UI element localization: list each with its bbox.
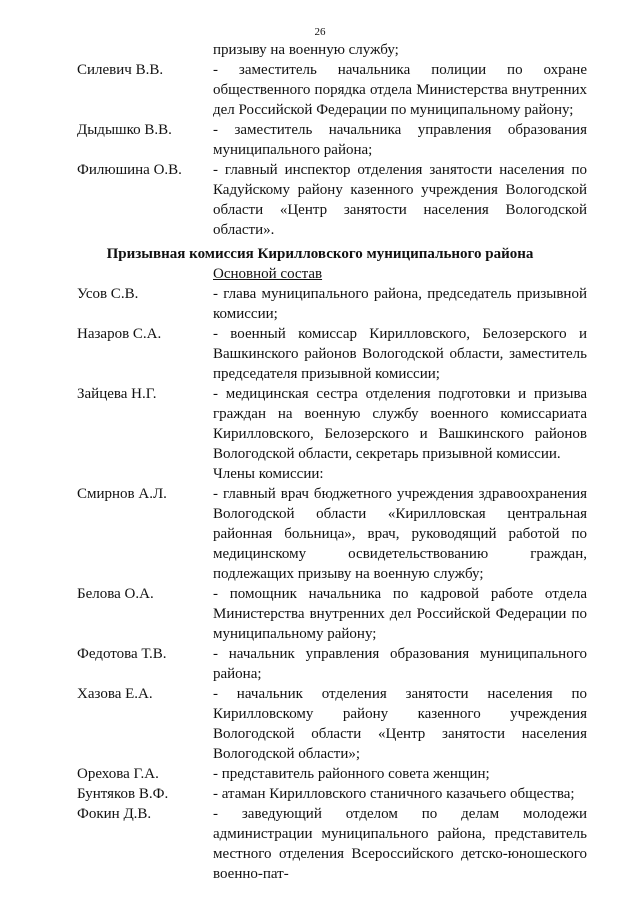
- list-item: [0, 484, 640, 584]
- members-label: Члены комиссии:: [213, 466, 324, 482]
- entries-top: [0, 60, 640, 240]
- person-role: - начальник управления образования муниципального района;: [213, 646, 587, 682]
- list-item: [0, 684, 640, 764]
- list-item: [0, 384, 640, 464]
- person-name: Смирнов А.Л.: [77, 486, 167, 502]
- person-role: - заведующий отделом по делам молодежи администрации муниципального района, представитель местного отделения Всероссийского детско-юношеского военно-пат-: [213, 806, 587, 882]
- person-name: Силевич В.В.: [77, 62, 164, 78]
- person-role: - представитель районного совета женщин;: [213, 766, 490, 782]
- person-name: Зайцева Н.Г.: [77, 386, 157, 402]
- person-role: - начальник отделения занятости населения по Кирилловскому району казенного учреждения Вологодской области «Центр занятости населения Вологодской области»;: [213, 686, 587, 762]
- continuation-text: призыву на военную службу;: [213, 42, 399, 58]
- person-role: - медицинская сестра отделения подготовки и призыва граждан на военную службу военного комиссариата Кирилловского, Белозерского и Вашкинского районов Вологодской области, секретарь призывной комиссии.: [213, 386, 587, 462]
- list-item: [0, 120, 640, 160]
- person-name: Назаров С.А.: [77, 326, 162, 342]
- section-title: Призывная комиссия Кирилловского муниципального района: [106, 246, 534, 262]
- list-item: [0, 764, 640, 784]
- document-body: [0, 40, 640, 884]
- person-role: - заместитель начальника полиции по охране общественного порядка отдела Министерства внутренних дел Российской Федерации по муниципальному району;: [213, 62, 587, 118]
- person-name: Филюшина О.В.: [77, 162, 182, 178]
- list-item: [0, 284, 640, 324]
- person-name: Орехова Г.А.: [77, 766, 159, 782]
- person-name: Фокин Д.В.: [77, 806, 152, 822]
- person-name: Бунтяков В.Ф.: [77, 786, 169, 802]
- person-role: - главный инспектор отделения занятости населения по Кадуйскому району казенного учреждения Вологодской области «Центр занятости населения Вологодской области».: [213, 162, 587, 238]
- entries-members: [0, 484, 640, 884]
- person-role: - главный врач бюджетного учреждения здравоохранения Вологодской области «Кирилловская центральная районная больница», врач, руководящий работой по медицинскому освидетельствованию граждан, подлежащих призыву на военную службу;: [213, 486, 587, 582]
- main-composition-label: Основной состав: [213, 266, 323, 282]
- list-item: [0, 60, 640, 120]
- person-name: Дыдышко В.В.: [77, 122, 172, 138]
- person-role: - помощник начальника по кадровой работе отдела Министерства внутренних дел Российской Федерации по муниципальному району;: [213, 586, 587, 642]
- person-role: - заместитель начальника управления образования муниципального района;: [213, 122, 587, 158]
- list-item: [0, 784, 640, 804]
- person-name: Усов С.В.: [77, 286, 139, 302]
- list-item: [0, 324, 640, 384]
- list-item: [0, 584, 640, 644]
- list-item: [0, 804, 640, 884]
- person-role: - военный комиссар Кирилловского, Белозерского и Вашкинского районов Вологодской области, заместитель председателя призывной комиссии;: [213, 326, 587, 382]
- person-role: - атаман Кирилловского станичного казачьего общества;: [213, 786, 575, 802]
- person-role: - глава муниципального района, председатель призывной комиссии;: [213, 286, 587, 322]
- list-item: [0, 644, 640, 684]
- person-name: Федотова Т.В.: [77, 646, 167, 662]
- entries-main: [0, 284, 640, 464]
- list-item: [0, 160, 640, 240]
- person-name: Хазова Е.А.: [77, 686, 153, 702]
- page-number: 26: [314, 26, 326, 38]
- person-name: Белова О.А.: [77, 586, 154, 602]
